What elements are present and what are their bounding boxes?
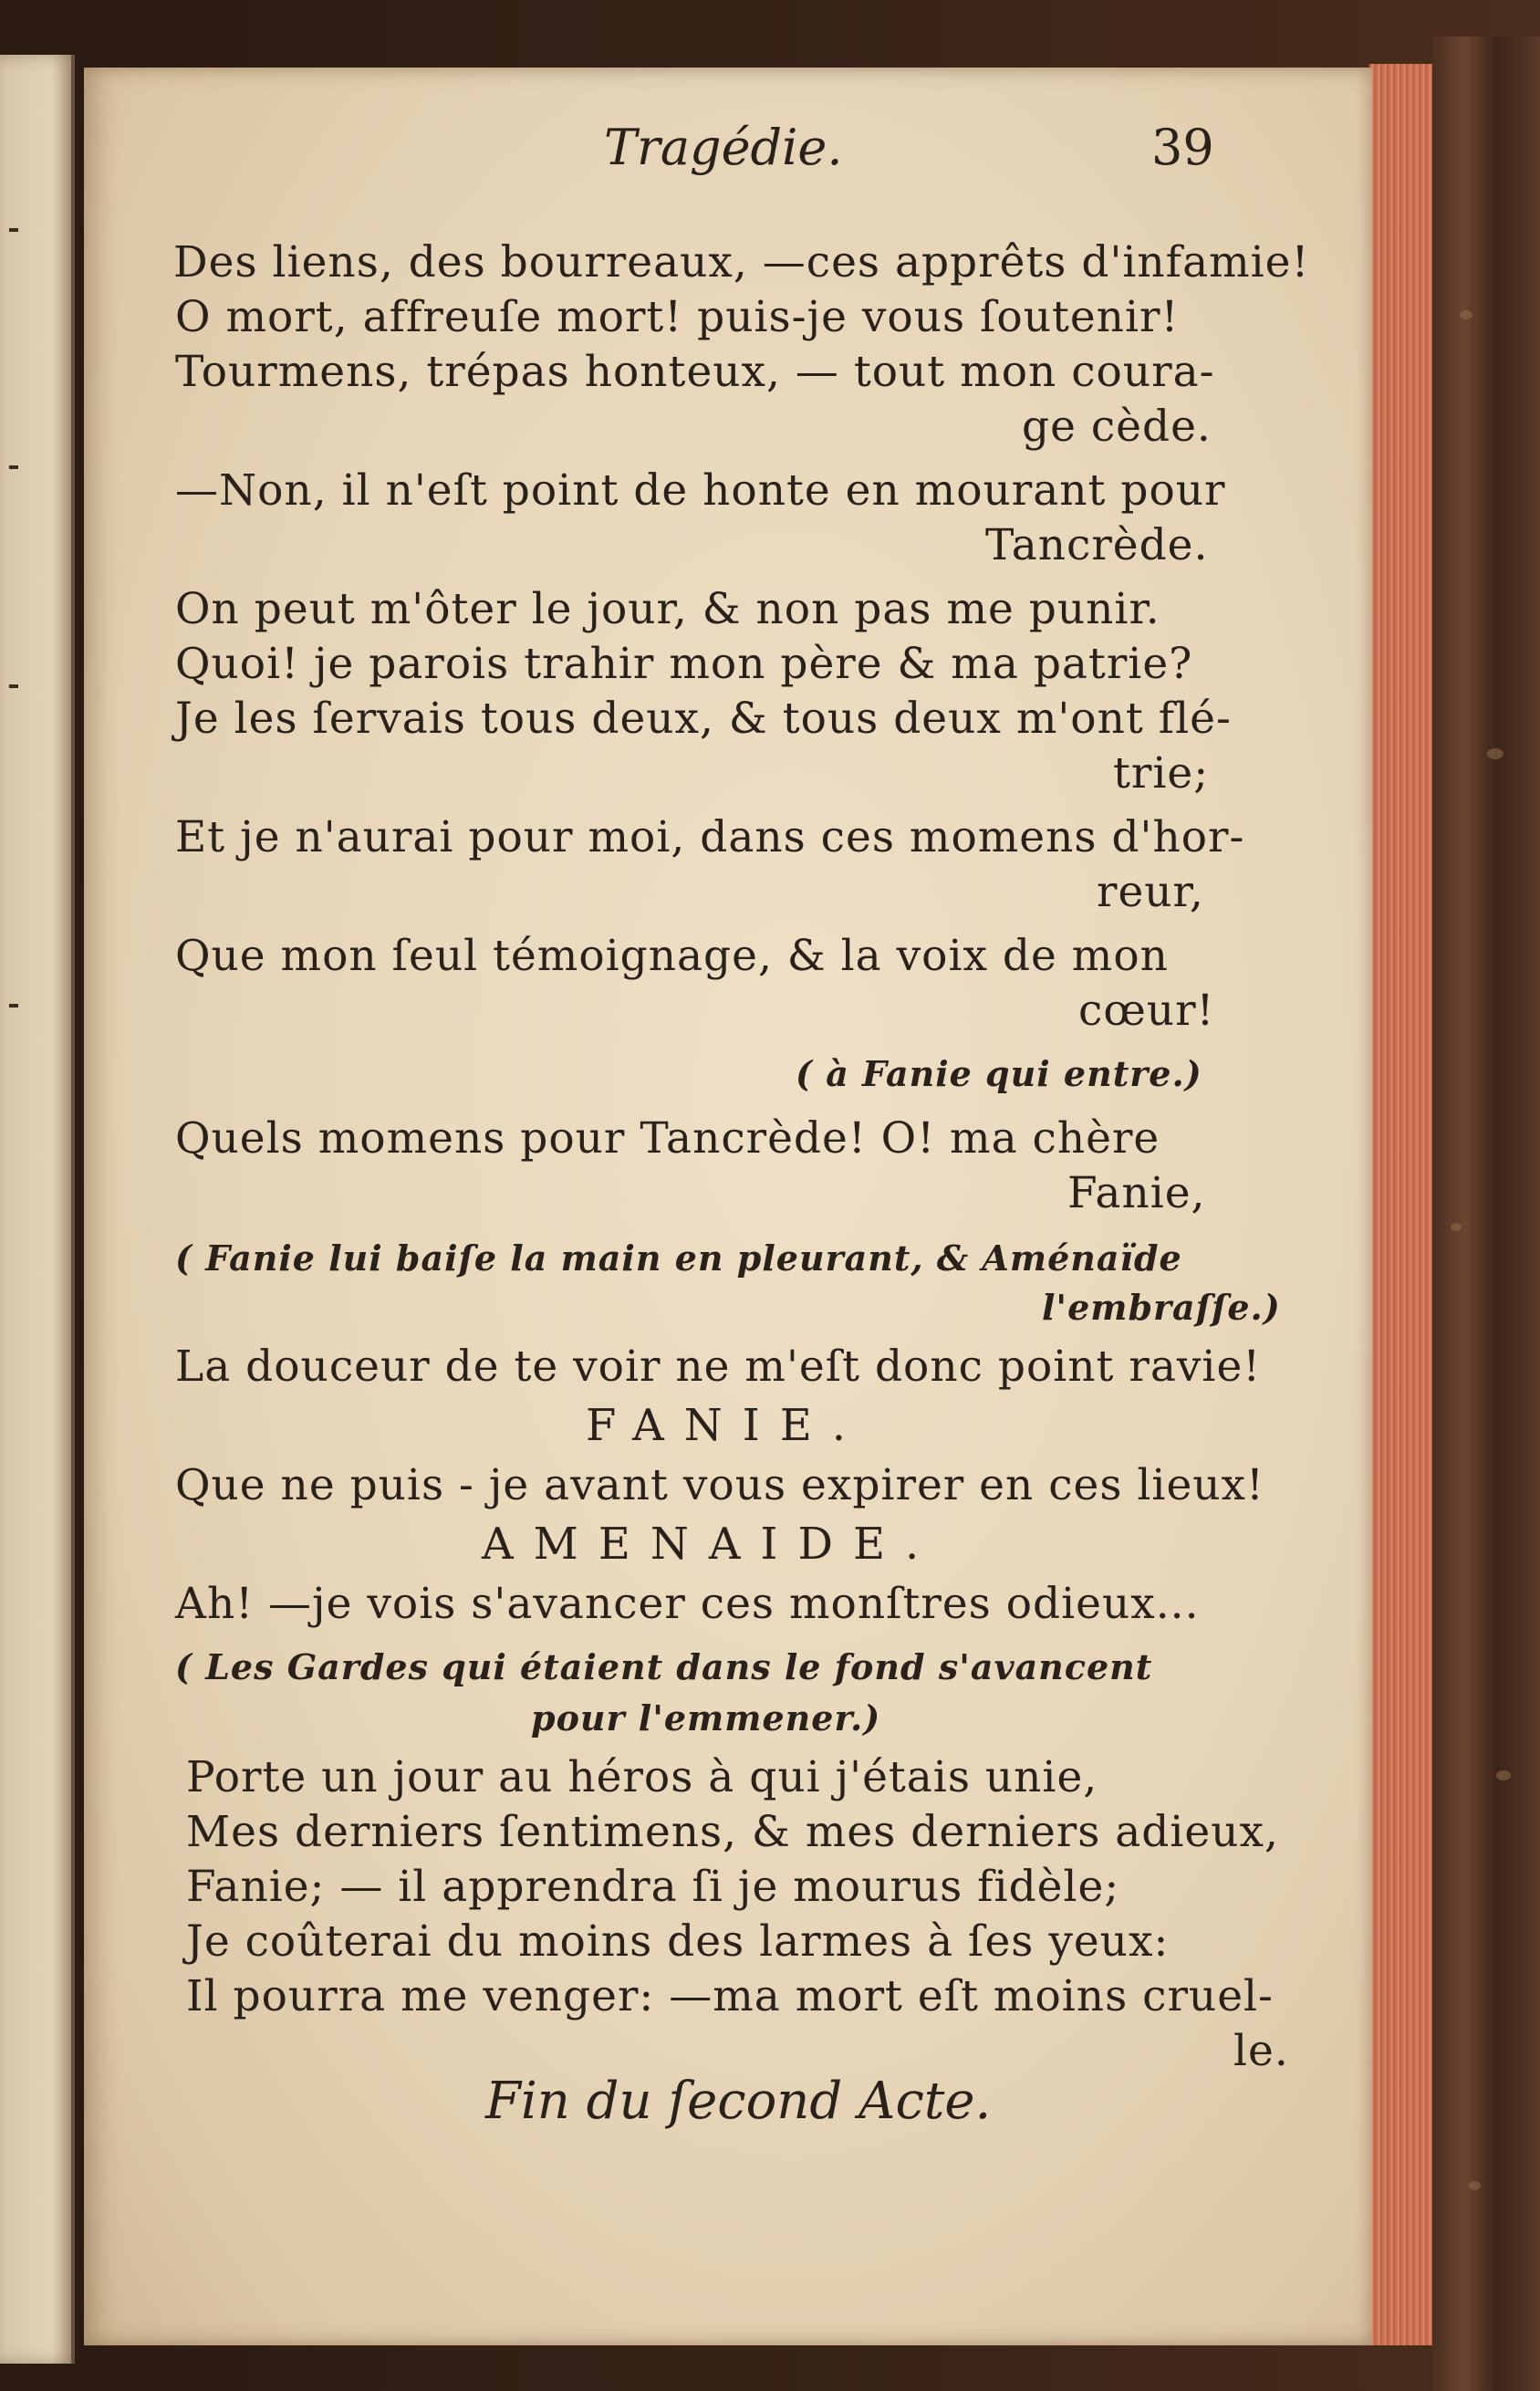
page-number: 39 — [1151, 119, 1214, 176]
ink-mark — [9, 684, 18, 688]
text-line: Quoi! je parois trahir mon père & ma patrie? — [175, 639, 1193, 689]
text-line: Porte un jour au héros à qui j'étais unie, — [186, 1752, 1098, 1802]
running-title: Tragédie. — [604, 119, 843, 176]
text-line: ge cède. — [1022, 402, 1212, 452]
text-line: Je les ſervais tous deux, & tous deux m'ont flé- — [175, 694, 1232, 744]
ink-mark — [9, 1004, 18, 1008]
text-line: La douceur de te voir ne m'eſt donc point ravie! — [175, 1342, 1262, 1392]
text-line: Tancrède. — [985, 520, 1209, 570]
speaker-name: AMENAIDE. — [482, 1519, 940, 1570]
text-line: On peut m'ôter le jour, & non pas me punir. — [175, 584, 1160, 634]
book-cover-binding — [1432, 37, 1540, 2391]
text-line: Que ne puis - je avant vous expirer en ces lieux! — [175, 1460, 1264, 1510]
text-line: Quels momens pour Tancrède! O! ma chère — [175, 1113, 1160, 1164]
text-line: trie; — [1113, 748, 1210, 799]
text-line: Mes derniers ſentimens, & mes derniers adieux, — [186, 1807, 1279, 1857]
text-line: Fanie; — il apprendra ſi je mourus fidèle; — [186, 1862, 1120, 1912]
text-line: Je coûterai du moins des larmes à ſes yeux: — [186, 1916, 1170, 1967]
stage-direction: ( à Fanie qui entre.) — [796, 1053, 1202, 1094]
text-line: Fanie, — [1067, 1168, 1206, 1218]
book-page — [84, 68, 1372, 2345]
text-line: Ah! —je vois s'avancer ces monſtres odieux... — [175, 1579, 1200, 1629]
text-line: Il pourra me venger: —ma mort eſt moins cruel- — [186, 1971, 1274, 2021]
text-line: reur, — [1097, 867, 1204, 917]
text-line: cœur! — [1078, 986, 1215, 1036]
red-page-edges — [1368, 64, 1434, 2345]
ink-mark — [9, 228, 18, 232]
text-line: Des liens, des bourreaux, —ces apprêts d'infamie! — [173, 237, 1310, 287]
text-line: —Non, il n'eſt point de honte en mourant pour — [175, 465, 1226, 516]
speaker-name: FANIE. — [586, 1400, 867, 1451]
stage-direction: ( Les Gardes qui étaient dans le fond s'avancent — [175, 1646, 1153, 1687]
act-ending: Fin du ſecond Acte. — [485, 2072, 992, 2131]
stage-direction: l'embraſſe.) — [1042, 1287, 1281, 1328]
left-page-edge — [0, 55, 75, 2364]
text-line: O mort, affreuſe mort! puis-je vous ſoutenir! — [175, 292, 1180, 342]
stage-direction: pour l'emmener.) — [531, 1697, 881, 1738]
text-line: Tourmens, trépas honteux, — tout mon coura- — [175, 347, 1215, 397]
text-line: le. — [1233, 2026, 1289, 2076]
text-line: Et je n'aurai pour moi, dans ces momens d'hor- — [175, 812, 1245, 862]
text-line: Que mon ſeul témoignage, & la voix de mon — [175, 931, 1169, 981]
stage-direction: ( Fanie lui baiſe la main en pleurant, & Aménaïde — [175, 1237, 1182, 1279]
ink-mark — [9, 465, 18, 469]
